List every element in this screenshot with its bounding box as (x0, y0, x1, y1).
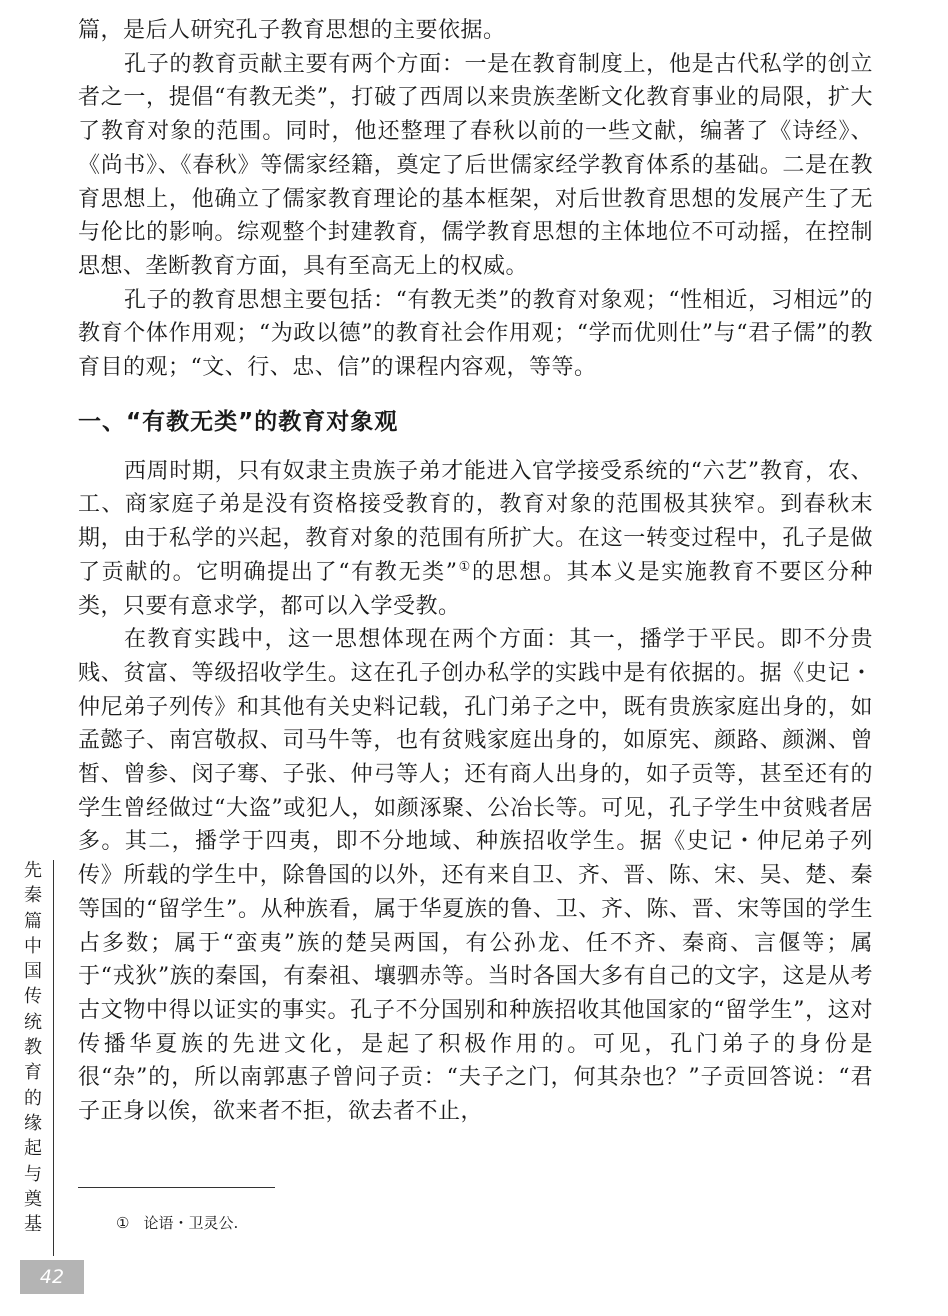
page-number: 42 (39, 1266, 65, 1288)
paragraph-continuation: 篇，是后人研究孔子教育思想的主要依据。 (78, 18, 506, 43)
footnote (116, 1212, 238, 1234)
paragraph-western-zhou (78, 455, 873, 624)
paragraph-thought-summary: 孔子的教育思想主要包括：“有教无类”的教育对象观；“性相近，习相远”的教育个体作用观；“为政以德”的教育社会作用观；“学而优则仕”与“君子儒”的教育目的观；“文、行、忠、信”的课程内容观，等等。 (78, 287, 873, 381)
footnote-mark: ① (116, 1214, 130, 1232)
paragraph-western-zhou-text: 西周时期，只有奴隶主贵族子弟才能进入官学接受系统的“六艺”教育，农、工、商家庭子弟是没有资格接受教育的，教育对象的范围极其狭窄。到春秋末期，由于私学的兴起，教育对象的范围有所扩大。在这一转变过程中，孔子是做了贡献的。它明确提出了“有教无类” (78, 458, 873, 585)
body-text (78, 14, 873, 1129)
footnote-reference[interactable]: ① (457, 559, 472, 575)
side-divider (53, 860, 54, 1256)
footnote-text: 论语・卫灵公. (143, 1214, 239, 1232)
side-running-title: 先秦篇 中国传统教育的缘起与奠基 (24, 860, 42, 1236)
paragraph-western-zhou-text-end: 的思想。其本义是实施教育不要区分种类，只要有意求学，都可以入学受教。 (78, 559, 873, 619)
paragraph-practice: 在教育实践中，这一思想体现在两个方面：其一，播学于平民。即不分贵贱、贫富、等级招收学生。这在孔子创办私学的实践中是有依据的。据《史记・仲尼弟子列传》和其他有关史料记载，孔门弟子之中，既有贵族家庭出身的，如孟懿子、南宫敬叔、司马牛等，也有贫贱家庭出身的，如原宪、颜路、颜渊、曾皙、曾参、闵子骞、子张、仲弓等人；还有商人出身的，如子贡等，甚至还有的学生曾经做过“大盗”或犯人，如颜涿聚、公冶长等。可见，孔子学生中贫贱者居多。其二，播学于四夷，即不分地域、种族招收学生。据《史记・仲尼弟子列传》所载的学生中，除鲁国的以外，还有来自卫、齐、晋、陈、宋、吴、楚、秦等国的“留学生”。从种族看，属于华夏族的鲁、卫、齐、陈、晋、宋等国的学生占多数；属于“蛮夷”族的楚吴两国，有公孙龙、任不齐、秦商、言偃等；属于“戎狄”族的秦国，有秦祖、壤驷赤等。当时各国大多有自己的文字，这是从考古文物中得以证实的事实。孔子不分国别和种族招收其他国家的“留学生”，这对传播华夏族的先进文化，是起了积极作用的。可见，孔门弟子的身份是很“杂”的，所以南郭惠子曾问子贡：“夫子之门，何其杂也？”子贡回答说：“君子正身以俟，欲来者不拒，欲去者不止， (78, 627, 873, 1125)
footnote-divider (78, 1187, 275, 1188)
section-heading: 一、“有教无类”的教育对象观 (78, 408, 399, 435)
paragraph-contributions: 孔子的教育贡献主要有两个方面：一是在教育制度上，他是古代私学的创立者之一，提倡“有教无类”，打破了西周以来贵族垄断文化教育事业的局限，扩大了教育对象的范围。同时，他还整理了春秋以前的一些文献，编著了《诗经》、《尚书》、《春秋》等儒家经籍，奠定了后世儒家经学教育体系的基础。二是在教育思想上，他确立了儒家教育理论的基本框架，对后世教育思想的发展产生了无与伦比的影响。综观整个封建教育，儒学教育思想的主体地位不可动摇，在控制思想、垄断教育方面，具有至高无上的权威。 (78, 51, 873, 279)
